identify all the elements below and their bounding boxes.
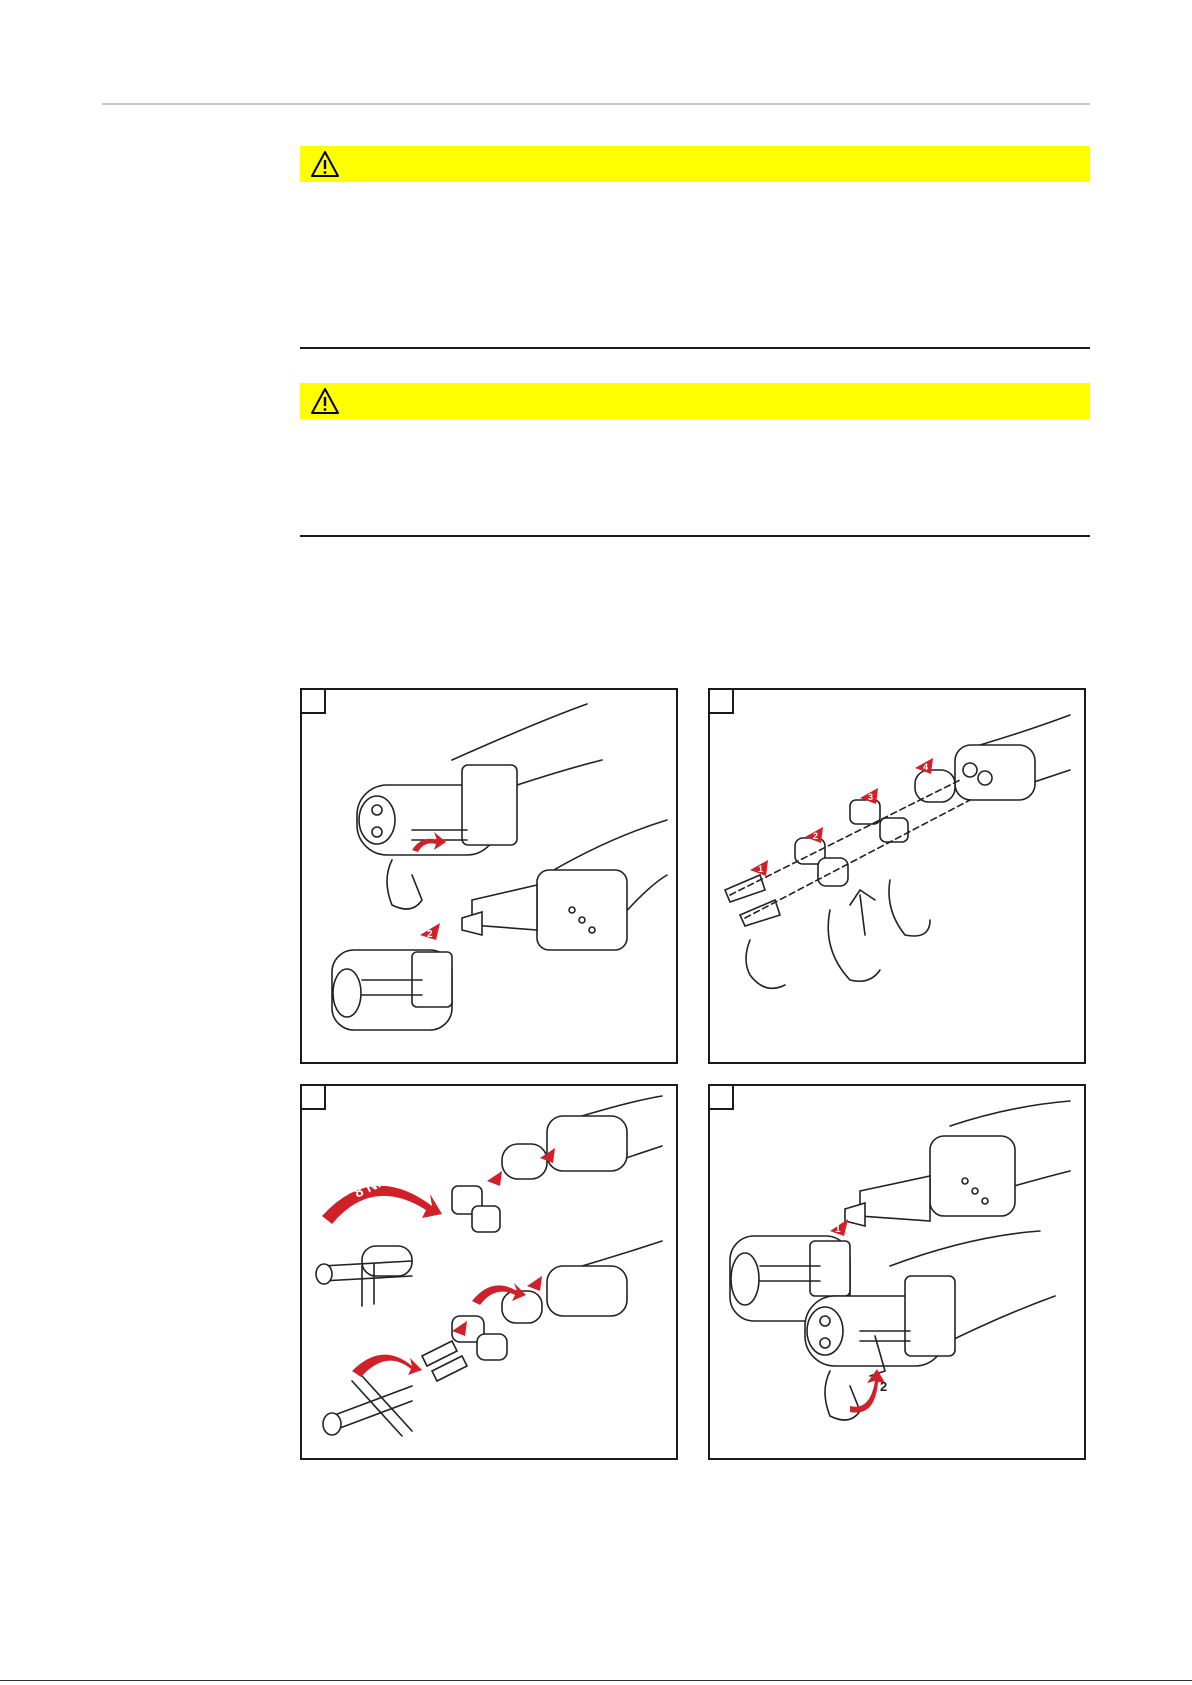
callout-2: 2: [427, 929, 433, 940]
torque-label: 8 Nm: [351, 1170, 392, 1202]
wear-parts-removal-illustration: [710, 690, 1084, 1062]
footer-rule: [0, 1680, 1192, 1681]
warning-banner-1: [300, 146, 1090, 182]
torch-cover-removal-illustration: [302, 690, 676, 1062]
torch-cover-refit-illustration: [710, 1086, 1084, 1458]
figure-step-1: [300, 688, 678, 1064]
warning-triangle-icon: [310, 150, 340, 178]
callout-3: 3: [868, 792, 874, 802]
warning-banner-2: [300, 383, 1090, 419]
figure-step-4: [708, 1084, 1086, 1460]
figure-step-3: [300, 1084, 678, 1460]
callout-2: 2: [880, 1379, 888, 1394]
callout-1: 1: [758, 864, 764, 874]
warning-block-rule-2: [300, 535, 1090, 537]
warning-triangle-icon: [310, 387, 340, 415]
callout-2: 2: [813, 831, 819, 841]
wear-parts-assembly-illustration: [302, 1086, 676, 1458]
figure-step-2: [708, 688, 1086, 1064]
warning-block-rule-1: [300, 347, 1090, 349]
callout-4: 4: [923, 762, 929, 772]
callout-1: 1: [835, 1224, 841, 1235]
header-rule: [102, 103, 1090, 105]
callout-1: 1: [442, 842, 448, 853]
